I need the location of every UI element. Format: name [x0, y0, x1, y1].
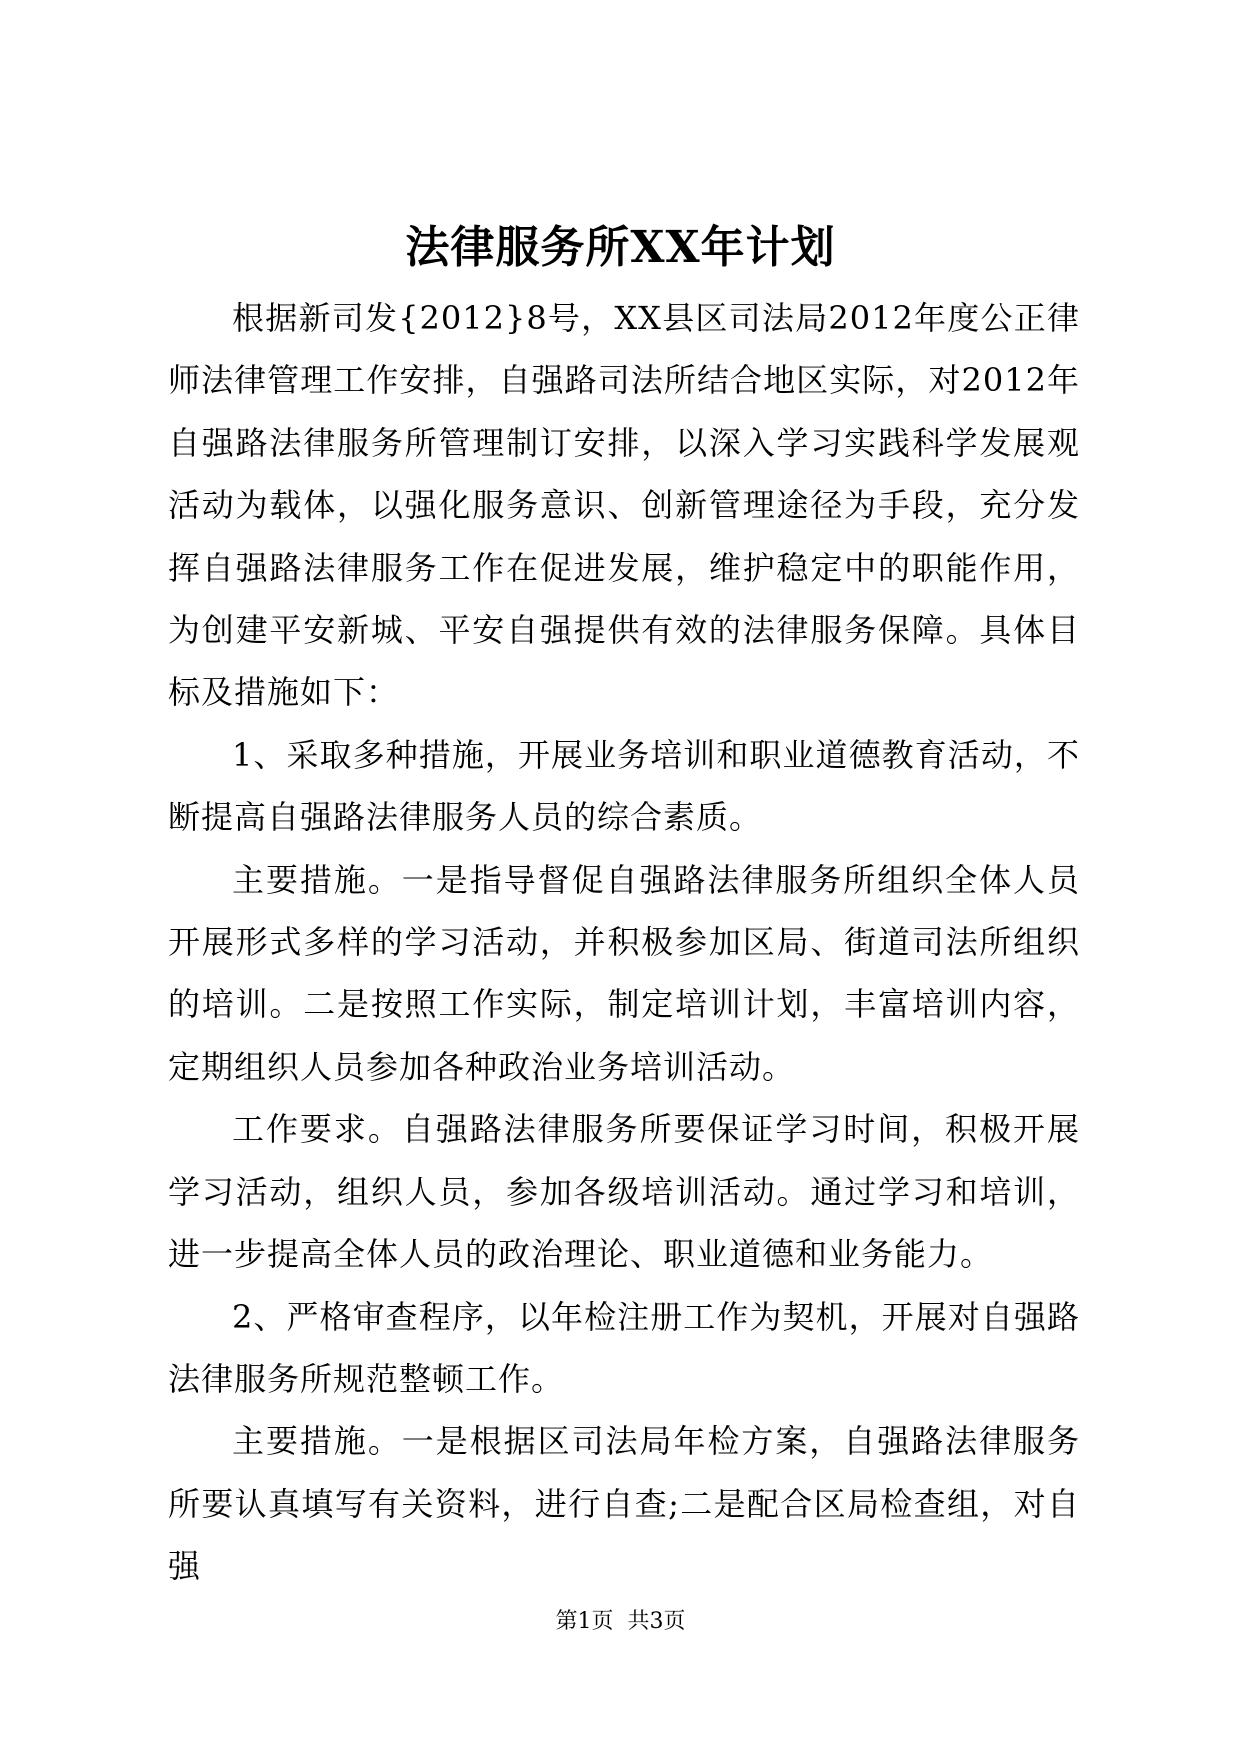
page-total: 共3页	[627, 1609, 686, 1634]
paragraph: 2、严格审查程序，以年检注册工作为契机，开展对自强路法律服务所规范整顿工作。	[168, 1297, 1080, 1398]
paragraph: 工作要求。自强路法律服务所要保证学习时间，积极开展学习活动，组织人员，参加各级培训活动。通过学习和培训，进一步提高全体人员的政治理论、职业道德和业务能力。	[168, 1110, 1080, 1274]
document-title: 法律服务所XX年计划	[405, 222, 836, 273]
page-number: 第1页	[555, 1609, 614, 1634]
paragraph: 根据新司发{2012}8号，XX县区司法局2012年度公正律师法律管理工作安排，自强路司法所结合地区实际，对2012年自强路法律服务所管理制订安排，以深入学习实践科学发展观活动为载体，以强化服务意识、创新管理途径为手段，充分发挥自强路法律服务工作在促进发展，维护稳定中的职能作用，为创建平安新城、平安自强提供有效的法律服务保障。具体目标及措施如下：	[168, 299, 1080, 712]
paragraph: 主要措施。一是指导督促自强路法律服务所组织全体人员开展形式多样的学习活动，并积极参加区局、街道司法所组织的培训。二是按照工作实际，制定培训计划，丰富培训内容，定期组织人员参加各种政治业务培训活动。	[168, 860, 1080, 1086]
paragraph: 1、采取多种措施，开展业务培训和职业道德教育活动，不断提高自强路法律服务人员的综合素质。	[168, 735, 1080, 837]
document-body	[168, 287, 1080, 1598]
paragraph: 主要措施。一是根据区司法局年检方案，自强路法律服务所要认真填写有关资料，进行自查;二是配合区局检查组，对自强	[168, 1422, 1080, 1586]
page-footer	[0, 1608, 1241, 1636]
